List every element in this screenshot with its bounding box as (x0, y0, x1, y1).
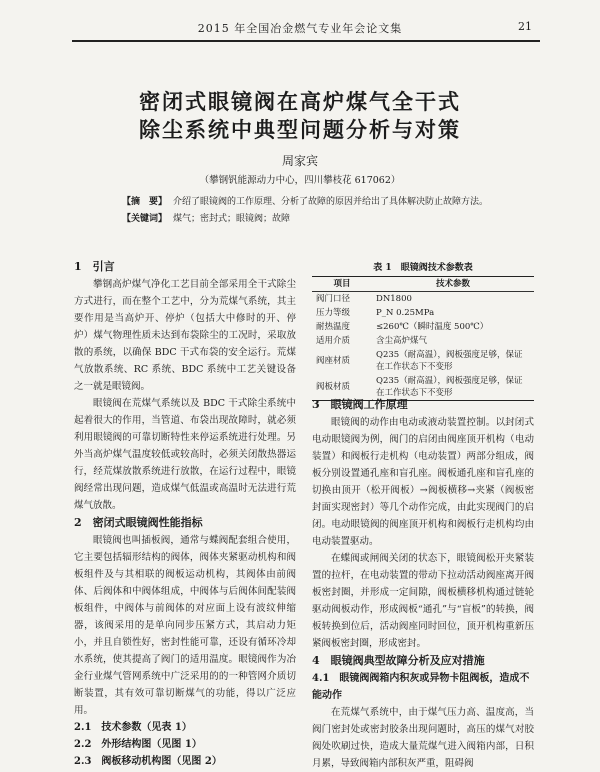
section-3-paragraph-2: 在蝶阀或闸阀关闭的状态下，眼镜阀松开夹紧装置的拉杆，在电动装置的带动下拉动活动阀座离开阀板密封圈，并形成一定间隙，阀板横移机构通过链轮驱动阀板动作，形成阀板“通孔”与“盲板”的转换，阀板转换到位后，活动阀座同时回位，顶开机构重新压紧阀板密封圈，形成密封。 (312, 553, 534, 649)
abstract-text: 介绍了眼镜阀的工作原理、分析了故障的原因并给出了具体解决防止故障方法。 (173, 197, 489, 207)
subsection-2-3: 2.3 阀板移动机构图（见图 2） (74, 756, 222, 767)
section-4-heading: 4 眼镜阀典型故障分析及应对措施 (312, 654, 485, 667)
header-rule (72, 40, 540, 42)
abstract-label: 【摘 要】 (122, 197, 168, 207)
section-2-paragraph-1: 眼镜阀也叫插板阀，通常与蝶阀配套组合使用，它主要包括辐形结构的阀体，阀体夹紧驱动机构和阀板组件及与其相联的阀板运动机构，其阀体由前阀体、后阀体和中阀体组成，中阀体与后阀体间配装阀板组件，中阀体与前阀体的对应面上设有波纹伸缩器，该阀采用的是单向同步压紧方式，其启动力矩小，并且自锁性好，密封性能可靠，还设有循环冷却水系统，使其提高了阀门的适用温度。眼镜阀作为冶金行业煤气管网系统中广泛采用的的一种管网介质切断装置，其有效可靠切断煤气的功能，得以广泛应用。 (74, 535, 296, 716)
table-row (312, 292, 534, 307)
table-row (312, 306, 534, 320)
table-row (312, 320, 534, 334)
table-1 (312, 260, 534, 401)
paper-title-line-1: 密闭式眼镜阀在高炉煤气全干式 (139, 89, 461, 114)
subsection-2-1: 2.1 技术参数（见表 1） (74, 722, 192, 733)
left-column (74, 258, 296, 770)
table-cell: Q235（耐高温），阀板强度足够，保证在工作状态下不变形 (376, 376, 523, 398)
page-number: 21 (518, 20, 532, 33)
table-cell: 阀板材质 (316, 382, 351, 392)
keywords (122, 211, 290, 224)
paper-title-line-2: 除尘系统中典型问题分析与对策 (139, 117, 461, 142)
table-cell: DN1800 (376, 294, 412, 304)
section-4-1-paragraph-1: 在荒煤气系统中，由于煤气压力高、温度高，当阀门密封处或密封胶条出现问题时，高压的煤气对胶阀处吹刷过快，造成大量荒煤气进入阀箱内部，日积月累，导致阀箱内部积灰严重，阻碍阀 (312, 707, 534, 769)
author: 周家宾 (281, 154, 318, 168)
table-row (312, 334, 534, 348)
section-1-paragraph-2: 眼镜阀在荒煤气系统以及 BDC 干式除尘系统中起着很大的作用，当管道、布袋出现故障时，就必须利用眼镜阀的可靠切断特性来停运系统进行处理。另外当高炉煤气温度较低或较高时，必须关闭散热器运行，经荒煤放散系统进行放散，在运行过程中，眼镜阀经常出现问题，造成煤气低温或高温时无法进行荒煤气放散。 (74, 398, 296, 511)
table-cell: 压力等级 (316, 308, 351, 318)
table-cell: P_N 0.25MPa (376, 308, 435, 318)
table-cell: 阀门口径 (316, 294, 351, 304)
table-cell: ≤260℃（瞬时温度 500℃） (376, 322, 489, 332)
table-header-param: 技术参数 (372, 277, 534, 292)
table-cell: 适用介质 (316, 336, 351, 346)
section-2-heading: 2 密闭式眼镜阀性能指标 (74, 516, 203, 529)
table-header-item: 项目 (312, 277, 372, 292)
section-1-heading: 1 引言 (74, 260, 115, 273)
table-cell: Q235（耐高温），阀板强度足够，保证在工作状态下不变形 (376, 350, 523, 372)
section-3-heading: 3 眼镜阀工作原理 (312, 398, 408, 411)
abstract (122, 194, 488, 207)
keywords-text: 煤气；密封式；眼镜阀；故障 (173, 214, 291, 224)
section-1-paragraph-1: 攀钢高炉煤气净化工艺目前全部采用全干式除尘方式进行，而在整个工艺中，分为荒煤气系统，其主要作用是当高炉开、停炉（包括大中修时的开、停炉）煤气物理性质未达到布袋除尘的工况时，采取放散的系统，以确保 BDC 干式布袋的安全运行。荒煤气放散系统、RC 系统、BDC 系统中工艺关键设备之一就是眼镜阀。 (74, 279, 296, 392)
subsection-2-2: 2.2 外形结构图（见图 1） (74, 739, 202, 750)
table-cell: 耐热温度 (316, 322, 351, 332)
table-cell: 阀座材质 (316, 356, 351, 366)
table-row (312, 348, 534, 374)
right-column (312, 396, 534, 772)
subsection-4-1: 4.1 眼镜阀阀箱内积灰或异物卡阻阀板，造成不能动作 (312, 673, 530, 701)
running-title: 2015 年全国冶金燃气专业年会论文集 (197, 22, 403, 35)
section-3-paragraph-1: 眼镜阀的动作由电动或液动装置控制。以封闭式电动眼镜阀为例，阀门的启闭由阀座顶开机构（电动装置）和阀板行走机构（电动装置）两部分组成，阀板分别设置通孔座和盲孔座。阀板通孔座和盲孔座的切换由顶开（松开阀板）→阀板横移→夹紧（阀板密封面实现密封）等几个动作完成，由此实现阀门的启闭。电动眼镜阀的阀座顶开机构和阀板行走机构均由电动装置驱动。 (312, 417, 534, 547)
affiliation: （攀钢钒能源动力中心，四川攀枝花 617062） (199, 175, 401, 186)
table-cell: 含尘高炉煤气 (376, 336, 428, 346)
keywords-label: 【关键词】 (122, 214, 168, 224)
table-1-grid (312, 276, 534, 401)
table-1-caption: 表 1 眼镜阀技术参数表 (373, 263, 473, 273)
